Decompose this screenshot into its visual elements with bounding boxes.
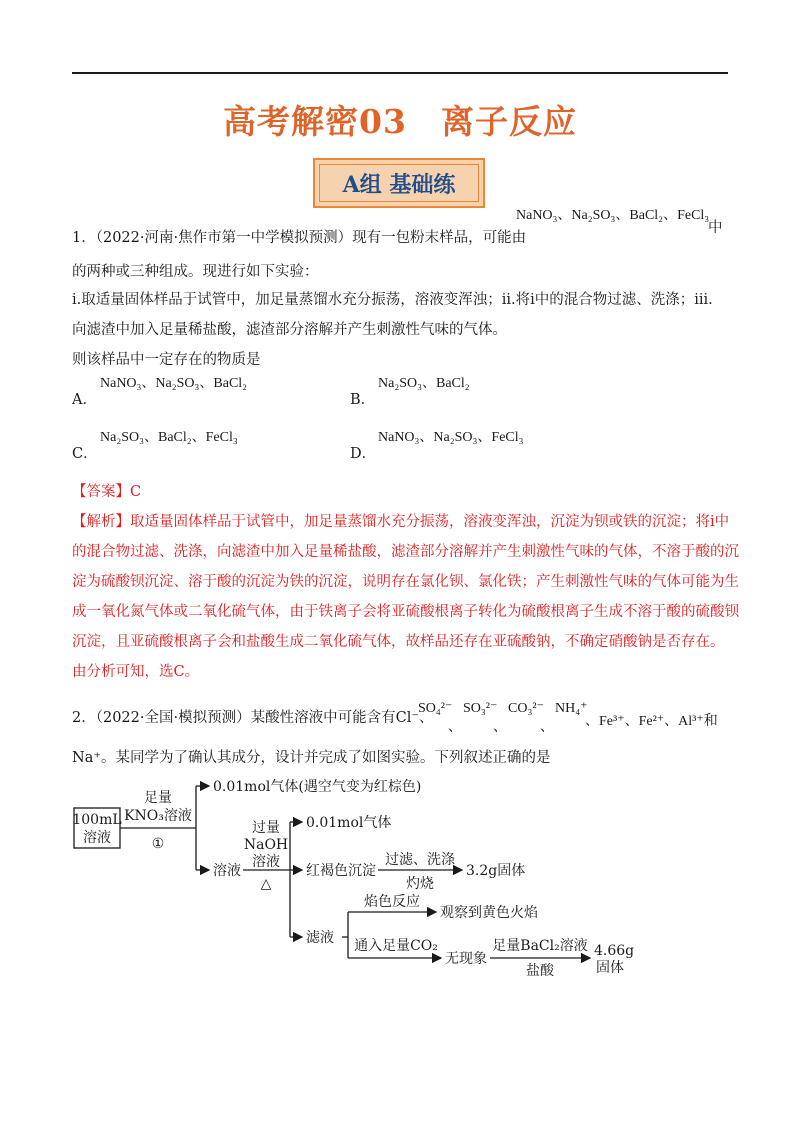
ignite-label: 灼烧 [406, 876, 434, 892]
q1-analysis-line: 淀为硫酸钡沉淀、溶于酸的沉淀为铁的沉淀，说明存在氯化钡、氯化铁；产生刺激性气味的气体可能为生 [72, 574, 739, 590]
step2-solution: 溶液 [252, 854, 280, 870]
q1-analysis-line: 成一氧化氮气体或二氧化硫气体，由于铁离子会将亚硫酸根离子转化为硫酸根离子生成不溶于酸的硫酸钡 [72, 604, 739, 620]
step1-amount: 足量 [144, 790, 172, 806]
q2-line2: Na⁺。某同学为了确认其成分，设计并完成了如图实验。下列叙述正确的是 [72, 750, 551, 766]
hcl-label: 盐酸 [526, 963, 554, 979]
option-text: NaNO₃、Na₂SO₃、FeCl₃ [378, 430, 524, 445]
q2-ion: SO₄²⁻ [418, 701, 453, 716]
group-badge-label: A组 基础练 [319, 164, 479, 202]
q1-answer: 【答案】C [72, 484, 142, 500]
q1-analysis-line: 【解析】取适量固体样品于试管中，加足量蒸馏水充分振荡，溶液变浑浊，沉淀为钡或铁的沉淀；将ⅰ中 [72, 514, 730, 530]
option-letter: B． [350, 392, 376, 408]
solid2-mass: 4.66g [594, 943, 635, 959]
page-title: 高考解密03 离子反应 [223, 102, 577, 141]
q1-formula: NaNO₃、Na₂SO₃、BaCl₂、FeCl₃ [516, 208, 710, 223]
option-letter: A． [72, 392, 97, 408]
option-text: Na₂SO₃、BaCl₂ [378, 376, 470, 391]
q2-ion: NH₄⁺ [555, 701, 588, 716]
step2-amount: 过量 [252, 820, 280, 836]
solution-label: 溶液 [213, 863, 241, 879]
q1-analysis-line: 的混合物过滤、洗涤，向滤渣中加入足量稀盐酸，滤渣部分溶解并产生刺激性气味的气体，不溶于酸的沉 [72, 544, 739, 560]
filter-wash-label: 过滤、洗涤 [385, 852, 455, 868]
solid1-label: 3.2g固体 [466, 863, 526, 879]
solid2-label: 固体 [596, 960, 624, 976]
step1-reagent: KNO₃溶液 [124, 808, 192, 824]
option-text: NaNO₃、Na₂SO₃、BaCl₂ [100, 376, 248, 391]
gas2-label: 0.01mol气体 [306, 815, 392, 831]
step2-reagent: NaOH [243, 837, 289, 853]
option-letter: D． [350, 446, 377, 462]
precipitate-label: 红褐色沉淀 [306, 863, 376, 879]
filtrate-label: 滤液 [306, 930, 334, 946]
start-box-line1: 100mL [72, 812, 122, 828]
q1-analysis-line: 沉淀，且亚硫酸根离子会和盐酸生成二氧化硫气体，故样品还存在亚硫酸钠，不确定硝酸钠是否存在。 [72, 634, 725, 650]
step1-number: ① [151, 836, 165, 852]
yellow-flame-label: 观察到黄色火焰 [440, 905, 538, 921]
flame-test-label: 焰色反应 [364, 894, 420, 910]
gas1-label: 0.01mol气体(遇空气变为红棕色) [213, 779, 422, 795]
q1-line5: 则该样品中一定存在的物质是 [72, 352, 261, 368]
q2-ion: SO₃²⁻ [463, 701, 498, 716]
heat-symbol: △ [260, 876, 272, 892]
q2-ion: CO₃²⁻ [508, 701, 544, 716]
co2-label: 通入足量CO₂ [354, 938, 438, 954]
q1-line2: 的两种或三种组成。现进行如下实验： [72, 264, 319, 280]
q1-analysis-line: 由分析可知，选C。 [72, 664, 200, 680]
q1-stem-text: 1．（2022·河南·焦作市第一中学模拟预测）现有一包粉末样品，可能由 [72, 230, 527, 246]
q1-line4: 向滤渣中加入足量稀盐酸，滤渣部分溶解并产生刺激性气味的气体。 [72, 322, 507, 338]
no-phenomenon-label: 无现象 [445, 951, 487, 967]
q2-sep: 、 [540, 720, 554, 735]
option-text: Na₂SO₃、BaCl₂、FeCl₃ [100, 430, 238, 445]
q2-stem: 2．（2022·全国·模拟预测）某酸性溶液中可能含有Cl⁻、 [72, 710, 434, 726]
option-letter: C． [72, 446, 98, 462]
q1-stem-tail: 中 [708, 220, 723, 236]
q2-sep: 、 [493, 720, 507, 735]
bacl2-label: 足量BaCl₂溶液 [492, 938, 588, 954]
start-box-line2: 溶液 [83, 830, 111, 846]
q2-sep: 、 [448, 720, 462, 735]
q2-tail-ions: 、Fe³⁺、Fe²⁺、Al³⁺和 [585, 714, 718, 729]
q1-line3: ⅰ.取适量固体样品于试管中，加足量蒸馏水充分振荡，溶液变浑浊；ⅱ.将ⅰ中的混合物过滤、洗涤；ⅲ. [72, 292, 713, 308]
